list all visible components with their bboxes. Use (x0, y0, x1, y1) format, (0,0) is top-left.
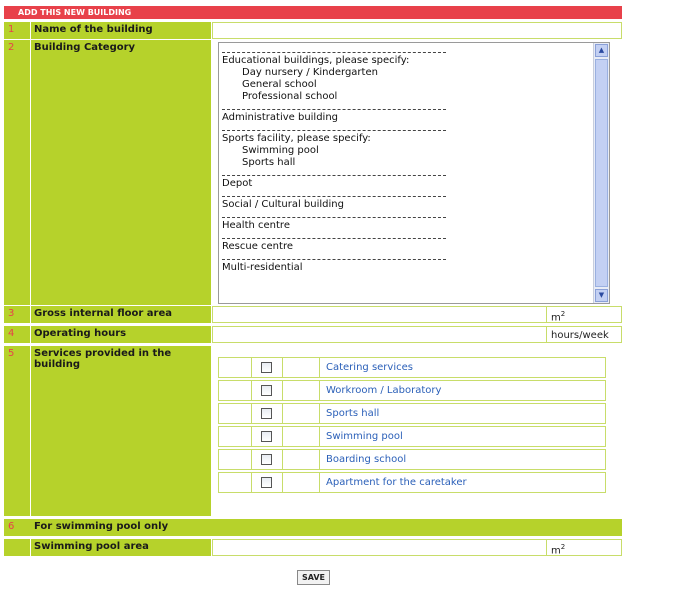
service-cell (283, 404, 320, 423)
row-number-blank (4, 539, 30, 556)
building-name-label: Name of the building (31, 22, 211, 39)
category-options (222, 46, 591, 303)
service-row (218, 357, 606, 378)
row-floor-area (4, 306, 622, 323)
operating-hours-input[interactable] (213, 327, 548, 342)
services-label: Services provided in the building (31, 346, 211, 516)
floor-area-field (212, 306, 622, 323)
service-checkbox[interactable] (261, 431, 272, 442)
category-option[interactable]: Health centre (222, 220, 290, 231)
category-option[interactable]: Sports facility, please specify: (222, 133, 371, 144)
row-number: 1 (4, 22, 30, 39)
list-separator (222, 103, 446, 110)
building-category-label: Building Category (31, 40, 211, 305)
scroll-down-icon[interactable]: ▼ (595, 289, 608, 302)
service-row (218, 449, 606, 470)
row-number: 5 (4, 346, 30, 516)
list-separator (222, 253, 446, 260)
service-checkbox-cell (252, 404, 283, 423)
category-option[interactable]: Day nursery / Kindergarten (242, 67, 378, 78)
row-building-name (4, 22, 622, 39)
row-number: 6 (4, 519, 30, 536)
floor-area-unit (546, 307, 621, 322)
service-cell (219, 381, 252, 400)
pool-area-input[interactable] (213, 540, 548, 555)
service-checkbox-cell (252, 450, 283, 469)
service-row (218, 380, 606, 401)
building-category-listbox[interactable] (218, 42, 610, 304)
category-option[interactable]: Professional school (242, 91, 338, 102)
category-option[interactable]: Social / Cultural building (222, 199, 344, 210)
category-option[interactable]: General school (242, 79, 317, 90)
service-label: Boarding school (326, 454, 407, 465)
unit-text: m (551, 545, 561, 557)
scroll-up-icon[interactable]: ▲ (595, 44, 608, 57)
service-checkbox-cell (252, 358, 283, 377)
category-option[interactable]: Depot (222, 178, 253, 189)
service-row (218, 472, 606, 493)
category-option[interactable]: Multi-residential (222, 262, 303, 273)
service-checkbox-cell (252, 473, 283, 492)
service-label: Apartment for the caretaker (326, 477, 467, 488)
unit-text: m (551, 312, 561, 324)
category-option[interactable]: Administrative building (222, 112, 339, 123)
service-checkbox[interactable] (261, 454, 272, 465)
service-cell (283, 427, 320, 446)
service-cell (219, 358, 252, 377)
list-separator (222, 232, 446, 239)
form-header: ADD THIS NEW BUILDING (4, 6, 622, 19)
floor-area-label: Gross internal floor area (31, 306, 211, 323)
building-name-input[interactable] (213, 23, 621, 38)
service-label: Swimming pool (326, 431, 403, 442)
operating-hours-label: Operating hours (31, 326, 211, 343)
services-table (218, 357, 606, 495)
service-checkbox-cell (252, 381, 283, 400)
service-cell (219, 404, 252, 423)
pool-only-label: For swimming pool only (31, 519, 211, 536)
building-name-field (212, 22, 622, 39)
service-checkbox[interactable] (261, 408, 272, 419)
list-separator (222, 190, 446, 197)
save-button[interactable]: SAVE (297, 570, 330, 585)
unit-superscript: 2 (560, 543, 566, 551)
service-cell (283, 381, 320, 400)
service-cell (283, 450, 320, 469)
floor-area-input[interactable] (213, 307, 548, 322)
listbox-scrollbar[interactable] (593, 43, 609, 303)
service-cell (283, 473, 320, 492)
category-option[interactable]: Rescue centre (222, 241, 293, 252)
service-checkbox[interactable] (261, 477, 272, 488)
operating-hours-field (212, 326, 622, 343)
pool-area-field (212, 539, 622, 556)
category-option[interactable]: Sports hall (242, 157, 296, 168)
list-separator (222, 211, 446, 218)
pool-area-unit (546, 540, 621, 555)
service-checkbox-cell (252, 427, 283, 446)
operating-hours-unit: hours/week (546, 327, 621, 342)
service-cell (219, 473, 252, 492)
row-number: 3 (4, 306, 30, 323)
unit-superscript: 2 (560, 310, 566, 318)
service-label: Workroom / Laboratory (326, 385, 442, 396)
service-label: Sports hall (326, 408, 380, 419)
pool-area-label: Swimming pool area (31, 539, 211, 556)
list-separator (222, 46, 446, 53)
service-row (218, 403, 606, 424)
service-row (218, 426, 606, 447)
scroll-thumb[interactable] (595, 59, 608, 287)
category-option[interactable]: Educational buildings, please specify: (222, 55, 410, 66)
service-label: Catering services (326, 362, 413, 373)
list-separator (222, 169, 446, 176)
row-pool-area (4, 539, 622, 556)
service-checkbox[interactable] (261, 362, 272, 373)
service-cell (219, 450, 252, 469)
service-cell (283, 358, 320, 377)
row-operating-hours (4, 326, 622, 343)
row-pool-only (4, 519, 622, 536)
row-number: 2 (4, 40, 30, 305)
category-option[interactable]: Swimming pool (242, 145, 319, 156)
service-checkbox[interactable] (261, 385, 272, 396)
service-cell (219, 427, 252, 446)
list-separator (222, 124, 446, 131)
row-number: 4 (4, 326, 30, 343)
